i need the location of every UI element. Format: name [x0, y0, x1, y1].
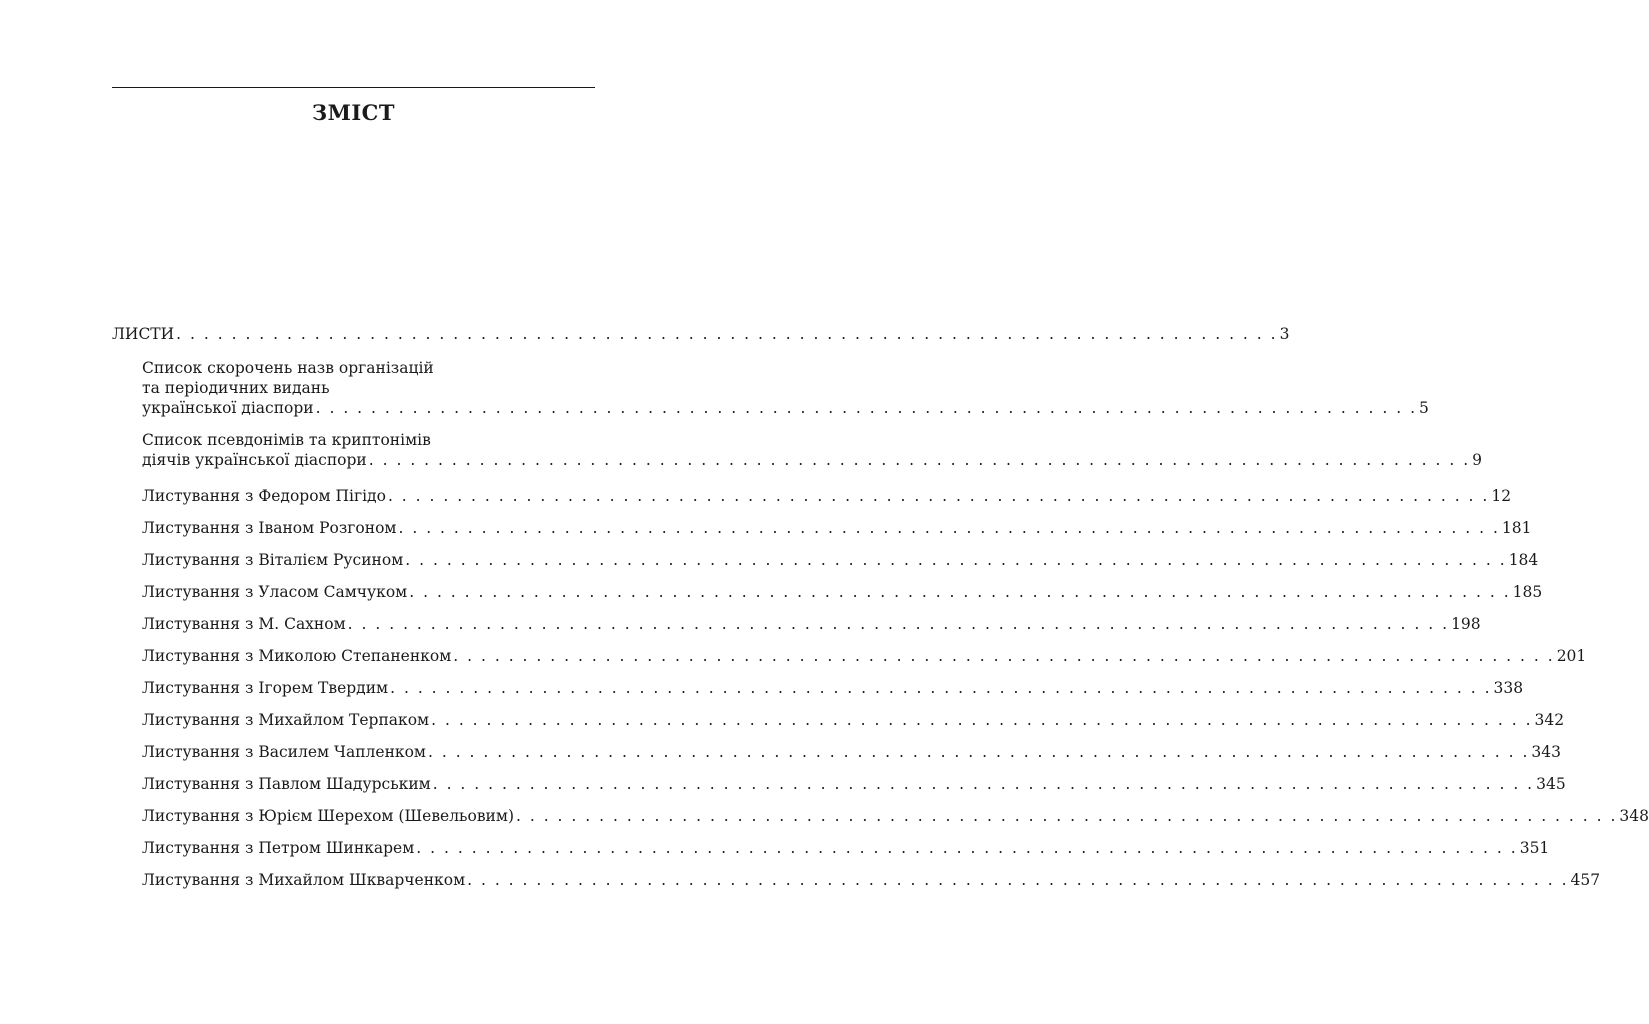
toc-section-entry [112, 324, 1290, 344]
toc-entry-line: Листування з Миколою Степаненком [142, 647, 452, 665]
toc-entry [142, 806, 1649, 826]
leader-dots: . . . . . . . . . . . . . . . . . . . . . . . . . . . . . . . . . . . . . . . . . . . . . . . . . . . . . . . . . . . . . . . . . . . . . . . . . . . . . . . . [387, 487, 1490, 505]
toc-entry [142, 486, 1512, 506]
toc-page-number: 351 [1519, 839, 1550, 857]
toc-entry [142, 550, 1539, 570]
leader-dots: . . . . . . . . . . . . . . . . . . . . . . . . . . . . . . . . . . . . . . . . . . . . . . . . . . . . . . . . . . . . . . . . . . . . . . . . . . . . . . . . [176, 325, 1278, 343]
toc-entry [142, 710, 1565, 730]
toc-page-number: 342 [1534, 711, 1565, 729]
toc-page-number: 457 [1570, 871, 1601, 889]
toc-entry-line: Листування з Іваном Розгоном [142, 519, 397, 537]
top-rule [112, 87, 595, 88]
toc-entry [142, 646, 1587, 666]
toc-page-number: 201 [1556, 647, 1587, 665]
toc-entry-line: Листування з Павлом Шадурським [142, 775, 431, 793]
leader-dots: . . . . . . . . . . . . . . . . . . . . . . . . . . . . . . . . . . . . . . . . . . . . . . . . . . . . . . . . . . . . . . . . . . . . . . . . . . . . . . . . [398, 519, 1500, 537]
leader-dots: . . . . . . . . . . . . . . . . . . . . . . . . . . . . . . . . . . . . . . . . . . . . . . . . . . . . . . . . . . . . . . . . . . . . . . . . . . . . . . . . [431, 711, 1533, 729]
leader-dots: . . . . . . . . . . . . . . . . . . . . . . . . . . . . . . . . . . . . . . . . . . . . . . . . . . . . . . . . . . . . . . . . . . . . . . . . . . . . . . . . [416, 839, 1518, 857]
leader-dots: . . . . . . . . . . . . . . . . . . . . . . . . . . . . . . . . . . . . . . . . . . . . . . . . . . . . . . . . . . . . . . . . . . . . . . . . . . . . . . . . [315, 399, 1418, 417]
toc-entry [142, 870, 1601, 890]
toc-entry-line: Листування з Віталієм Русином [142, 551, 404, 569]
toc-page-number: 198 [1451, 615, 1481, 633]
toc-entry-line: Листування з Юрієм Шерехом (Шевельовим) [142, 807, 514, 825]
toc-page-number: 12 [1491, 487, 1512, 505]
toc-entry [142, 582, 1543, 602]
page-title: ЗМІСТ [311, 100, 396, 125]
leader-dots: . . . . . . . . . . . . . . . . . . . . . . . . . . . . . . . . . . . . . . . . . . . . . . . . . . . . . . . . . . . . . . . . . . . . . . . . . . . . . . . . [453, 647, 1555, 665]
toc-page-number: 5 [1419, 399, 1429, 417]
toc-entry-line: Листування з Михайлом Шкварченком [142, 871, 466, 889]
toc-entry-line: української діаспори [142, 399, 314, 417]
toc-entry [142, 518, 1532, 538]
toc-page-number: 185 [1512, 583, 1543, 601]
toc-page-number: 9 [1472, 451, 1483, 469]
toc-entry-line: Листування з Ігорем Твердим [142, 679, 389, 697]
toc-entry-line: Список псевдонімів та криптонімів [142, 431, 431, 449]
toc-entry-line: Листування з Михайлом Терпаком [142, 711, 430, 729]
toc-entries [112, 358, 1649, 890]
table-of-contents [112, 324, 1649, 902]
toc-entry [142, 430, 1483, 470]
toc-entry-line: Список скорочень назв організацій [142, 359, 434, 377]
toc-page-number: 338 [1493, 679, 1524, 697]
leader-dots: . . . . . . . . . . . . . . . . . . . . . . . . . . . . . . . . . . . . . . . . . . . . . . . . . . . . . . . . . . . . . . . . . . . . . . . . . . . . . . . . [467, 871, 1569, 889]
leader-dots: . . . . . . . . . . . . . . . . . . . . . . . . . . . . . . . . . . . . . . . . . . . . . . . . . . . . . . . . . . . . . . . . . . . . . . . . . . . . . . . . [390, 679, 1492, 697]
leader-dots: . . . . . . . . . . . . . . . . . . . . . . . . . . . . . . . . . . . . . . . . . . . . . . . . . . . . . . . . . . . . . . . . . . . . . . . . . . . . . . . . [368, 451, 1471, 469]
toc-entry [142, 358, 1429, 418]
toc-entry-line: діячів української діаспори [142, 451, 367, 469]
toc-page-number: 184 [1508, 551, 1539, 569]
leader-dots: . . . . . . . . . . . . . . . . . . . . . . . . . . . . . . . . . . . . . . . . . . . . . . . . . . . . . . . . . . . . . . . . . . . . . . . . . . . . . . . . [427, 743, 1530, 761]
toc-entry [142, 838, 1550, 858]
leader-dots: . . . . . . . . . . . . . . . . . . . . . . . . . . . . . . . . . . . . . . . . . . . . . . . . . . . . . . . . . . . . . . . . . . . . . . . . . . . . . . . . [347, 615, 1450, 633]
toc-entry-line: та періодичних видань [142, 379, 330, 397]
leader-dots: . . . . . . . . . . . . . . . . . . . . . . . . . . . . . . . . . . . . . . . . . . . . . . . . . . . . . . . . . . . . . . . . . . . . . . . . . . . . . . . . [409, 583, 1511, 601]
toc-entry-line: Листування з Федором Пігідо [142, 487, 386, 505]
toc-entry-line: Листування з М. Сахном [142, 615, 346, 633]
toc-page-number: 181 [1501, 519, 1532, 537]
leader-dots: . . . . . . . . . . . . . . . . . . . . . . . . . . . . . . . . . . . . . . . . . . . . . . . . . . . . . . . . . . . . . . . . . . . . . . . . . . . . . . . . [516, 807, 1618, 825]
leader-dots: . . . . . . . . . . . . . . . . . . . . . . . . . . . . . . . . . . . . . . . . . . . . . . . . . . . . . . . . . . . . . . . . . . . . . . . . . . . . . . . . [432, 775, 1535, 793]
toc-section-label: ЛИСТИ [112, 325, 175, 343]
toc-entry-line: Листування з Василем Чапленком [142, 743, 426, 761]
toc-entry [142, 774, 1566, 794]
toc-entry [142, 742, 1561, 762]
toc-entry [142, 614, 1481, 634]
toc-entry-line: Листування з Петром Шинкарем [142, 839, 415, 857]
toc-page-number: 348 [1619, 807, 1649, 825]
leader-dots: . . . . . . . . . . . . . . . . . . . . . . . . . . . . . . . . . . . . . . . . . . . . . . . . . . . . . . . . . . . . . . . . . . . . . . . . . . . . . . . . [405, 551, 1507, 569]
toc-page-number: 3 [1279, 325, 1290, 343]
toc-page-number: 343 [1531, 743, 1561, 761]
toc-entry [142, 678, 1524, 698]
toc-page-number: 345 [1536, 775, 1566, 793]
toc-entry-line: Листування з Уласом Самчуком [142, 583, 408, 601]
